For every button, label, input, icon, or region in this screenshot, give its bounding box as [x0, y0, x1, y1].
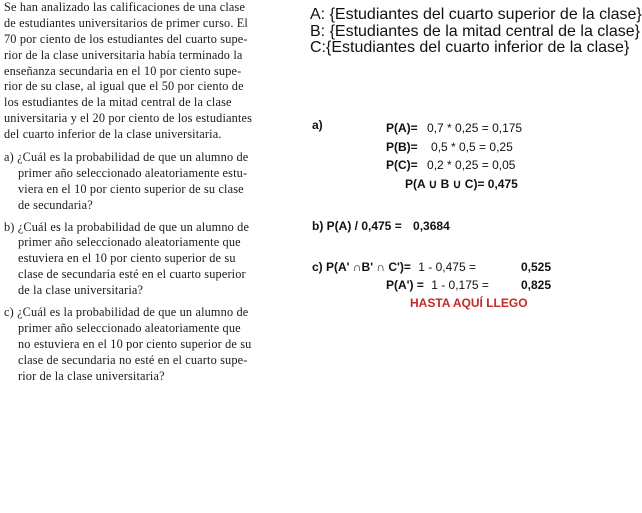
answer-b-value: 0,3684 — [413, 219, 450, 233]
question-a — [4, 150, 300, 214]
answer-c-expression: 1 - 0,475 = — [418, 260, 476, 274]
pb-label: P(B)= — [386, 140, 418, 154]
answer-a-label: a) — [312, 118, 323, 132]
pb-expression: 0,5 * 0,5 = 0,25 — [431, 140, 513, 154]
pa-complement-value: 0,825 — [521, 278, 552, 292]
set-b-definition: B: {Estudiantes de la mitad central de la clase} — [310, 22, 640, 40]
question-line: estuviera en el 10 por ciento superior de su — [18, 251, 236, 266]
pa-label: P(A)= — [386, 121, 418, 135]
set-a-definition: A: {Estudiantes del cuarto superior de la clase} — [310, 6, 642, 23]
pa-row — [386, 121, 522, 135]
answer-c-label: c) P(A' ∩B' ∩ C')= — [312, 260, 411, 274]
exercise-text — [4, 0, 300, 390]
pa-complement-expression: 1 - 0,175 = — [431, 278, 489, 292]
problem-paragraph — [4, 0, 300, 143]
question-line: primer año seleccionado aleatoriamente que — [18, 320, 241, 335]
set-definitions — [310, 7, 642, 57]
answer-c-row — [312, 260, 476, 274]
question-line: primer año seleccionado aleatoriamente estu- — [18, 165, 248, 180]
paragraph-line: universitaria y el 20 por ciento de los estudiantes — [4, 111, 253, 126]
pc-expression: 0,2 * 0,25 = 0,05 — [427, 158, 516, 172]
set-c-definition: C:{Estudiantes del cuarto inferior de la clase} — [310, 39, 630, 56]
question-c — [4, 305, 300, 384]
answer-b-row — [312, 219, 450, 233]
paragraph-line: los estudiantes de la mitad central de la clase — [4, 95, 232, 110]
pc-label: P(C)= — [386, 158, 418, 172]
paragraph-line: enseñanza secundaria en el 10 por ciento supe- — [4, 63, 242, 78]
answer-b-expression: b) P(A) / 0,475 = — [312, 219, 402, 233]
pb-row — [386, 140, 513, 154]
question-line: no estuviera en el 10 por ciento superior de su — [18, 336, 252, 351]
paragraph-line: rior de su clase, al igual que el 50 por ciento de — [4, 79, 244, 94]
question-line: de la clase universitaria? — [18, 283, 144, 298]
question-line: primer año seleccionado aleatoriamente que — [18, 235, 241, 250]
question-line: de secundaria? — [18, 197, 93, 212]
question-line: clase de secundaria no esté en el cuarto supe- — [18, 352, 248, 367]
question-line: c) ¿Cuál es la probabilidad de que un alumno de — [4, 305, 249, 320]
question-line: clase de secundaria esté en el cuarto superior — [18, 267, 246, 282]
answer-c-value: 0,525 — [521, 260, 552, 274]
paragraph-line: Se han analizado las calificaciones de una clase — [4, 0, 246, 14]
question-line: viera en el 10 por ciento superior de su clase — [18, 181, 244, 196]
pa-complement-label: P(A') = — [386, 278, 424, 292]
paragraph-line: del cuarto inferior de la clase universitaria. — [4, 127, 222, 142]
pa-complement-row — [386, 278, 489, 292]
union-probability: P(A ∪ B ∪ C)= 0,475 — [405, 177, 518, 191]
paragraph-line: rior de la clase universitaria había terminado la — [4, 47, 243, 62]
pa-expression: 0,7 * 0,25 = 0,175 — [427, 121, 523, 135]
question-line: b) ¿Cuál es la probabilidad de que un alumno de — [4, 219, 250, 234]
paragraph-line: de estudiantes universitarios de primer curso. El — [4, 15, 248, 30]
question-line: rior de la clase universitaria? — [18, 368, 165, 383]
stopped-here-note: HASTA AQUÍ LLEGO — [410, 296, 528, 310]
question-line: a) ¿Cuál es la probabilidad de que un alumno de — [4, 150, 249, 165]
question-b — [4, 220, 300, 299]
pc-row — [386, 158, 515, 172]
paragraph-line: 70 por ciento de los estudiantes del cuarto supe- — [4, 31, 248, 46]
